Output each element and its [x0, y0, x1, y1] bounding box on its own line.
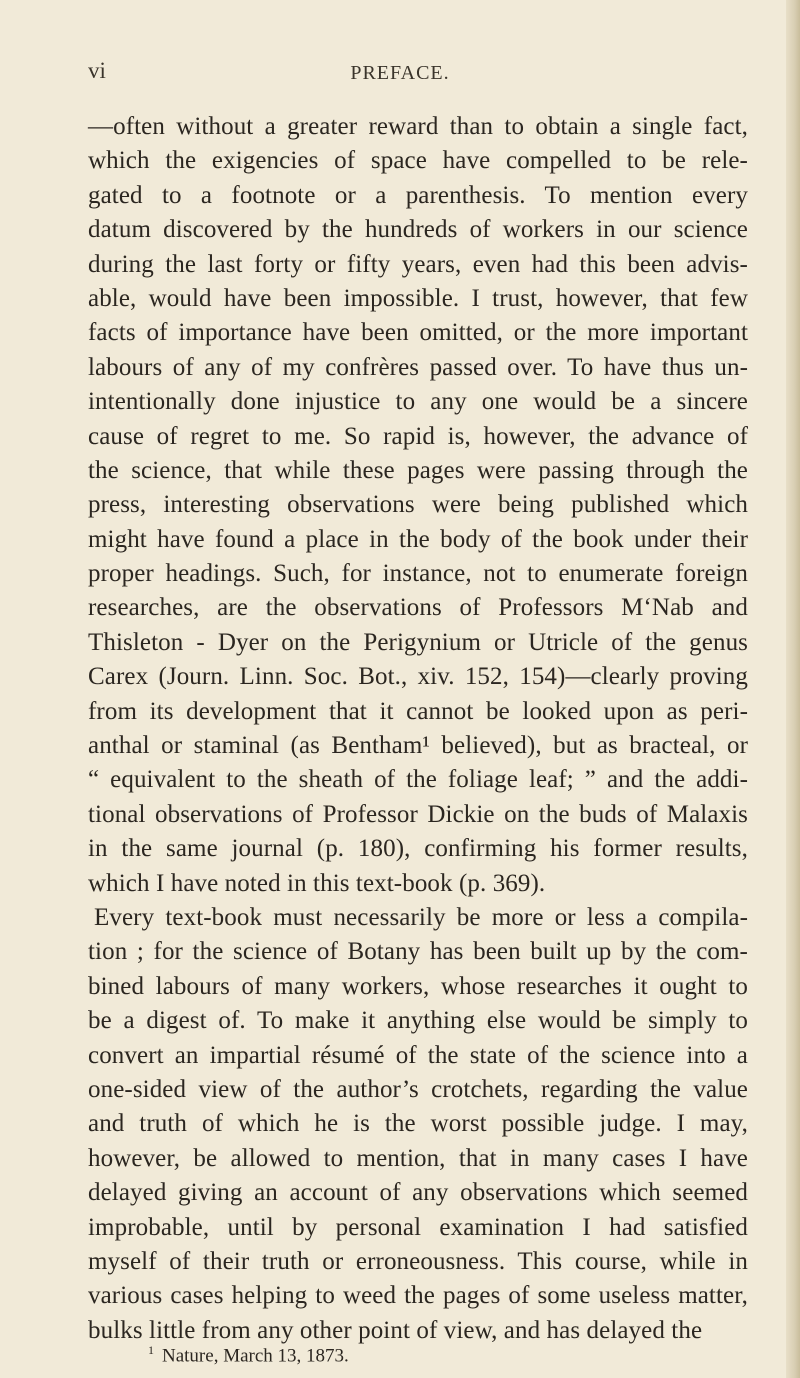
text-line: delayed giving an account of any observations which seemed — [88, 1179, 748, 1207]
page-edge-shadow — [786, 0, 800, 1378]
text-line: “ equivalent to the sheath of the foliage leaf; ” and the addi- — [88, 766, 748, 794]
text-line: bulks little from any other point of view, and has delayed the — [88, 1316, 703, 1344]
text-line: able, would have been impossible. I trust, however, that few — [88, 284, 748, 312]
text-line: improbable, until by personal examination I had satisfied — [88, 1213, 748, 1241]
footnote — [148, 1343, 349, 1367]
text-line: myself of their truth or erroneousness. This course, while in — [88, 1247, 748, 1275]
text-line: the science, that while these pages were passing through the — [88, 456, 748, 484]
text-line: be a digest of. To make it anything else would be simply to — [88, 1007, 748, 1035]
text-line: and truth of which he is the worst possible judge. I may, — [88, 1110, 748, 1138]
text-line: gated to a footnote or a parenthesis. To mention every — [88, 181, 748, 209]
running-title: PREFACE. — [350, 62, 450, 84]
text-line: might have found a place in the body of the book under their — [88, 525, 748, 553]
text-line: Thisleton - Dyer on the Perigynium or Utricle of the genus — [88, 628, 748, 656]
text-line: in the same journal (p. 180), confirming his former results, — [88, 835, 748, 863]
text-line: proper headings. Such, for instance, not to enumerate foreign — [88, 560, 748, 588]
footnote-text: Nature, March 13, 1873. — [162, 1345, 349, 1367]
text-line: tion ; for the science of Botany has been built up by the com- — [88, 938, 748, 966]
text-line: tional observations of Professor Dickie on the buds of Malaxis — [88, 800, 748, 828]
text-line: convert an impartial résumé of the state of the science into a — [88, 1041, 748, 1069]
text-line: researches, are the observations of Professors M‘Nab and — [88, 594, 748, 622]
text-line: anthal or staminal (as Bentham¹ believed), but as bracteal, or — [88, 732, 748, 760]
text-line: —often without a greater reward than to obtain a single fact, — [88, 113, 748, 140]
text-line: facts of importance have been omitted, or the more important — [88, 319, 748, 347]
text-line: labours of any of my confrères passed over. To have thus un- — [88, 353, 748, 381]
text-line: however, be allowed to mention, that in many cases I have — [88, 1144, 748, 1172]
text-line: press, interesting observations were being published which — [88, 491, 748, 519]
page-number: vi — [88, 58, 106, 83]
text-line: intentionally done injustice to any one would be a sincere — [88, 388, 748, 416]
footnote-marker: 1 — [148, 1343, 154, 1357]
text-line: cause of regret to me. So rapid is, however, the advance of — [88, 422, 748, 450]
body-text — [88, 110, 748, 1348]
text-line: datum discovered by the hundreds of workers in our science — [88, 216, 748, 244]
text-line: which the exigencies of space have compelled to be rele- — [88, 147, 748, 175]
text-line: various cases helping to weed the pages of some useless matter, — [88, 1282, 748, 1310]
text-line: Every text-book must necessarily be more or less a compila- — [94, 903, 748, 931]
text-line: Carex (Journ. Linn. Soc. Bot., xiv. 152, 154)—clearly proving — [88, 663, 748, 691]
text-line: one-sided view of the author’s crotchets, regarding the value — [88, 1075, 748, 1103]
text-line: during the last forty or fifty years, even had this been advis- — [88, 250, 748, 278]
text-line: from its development that it cannot be looked upon as peri- — [88, 697, 748, 725]
text-line: bined labours of many workers, whose researches it ought to — [88, 972, 748, 1000]
page-header — [0, 58, 800, 88]
text-line: which I have noted in this text-book (p. 369). — [88, 869, 546, 897]
